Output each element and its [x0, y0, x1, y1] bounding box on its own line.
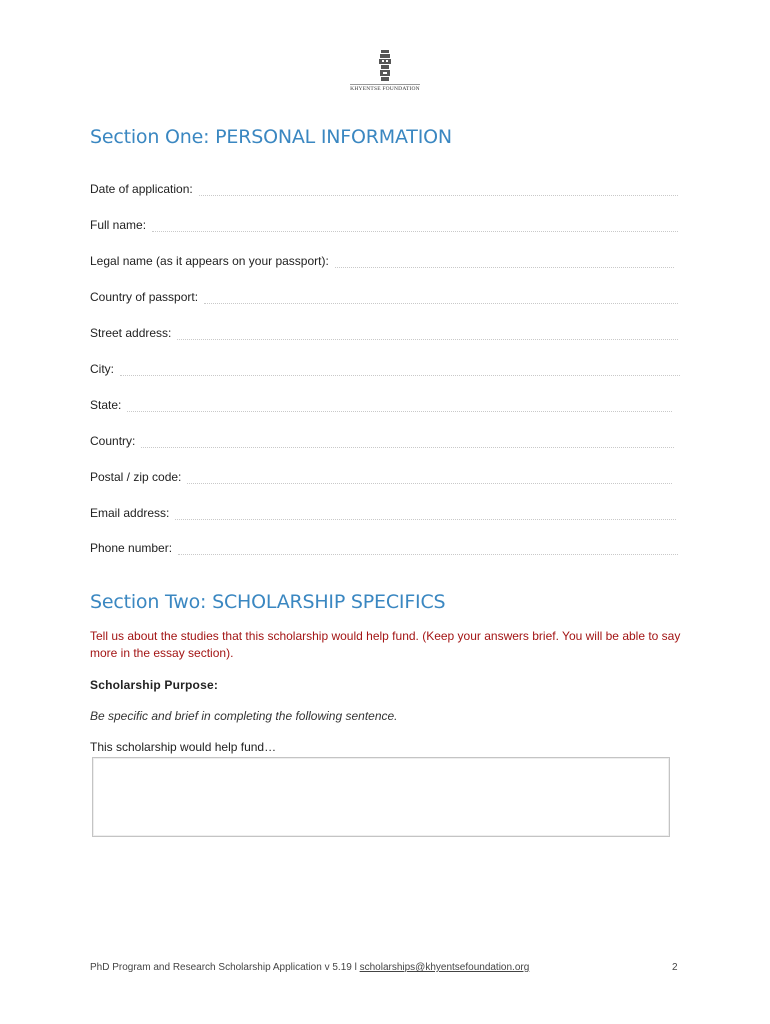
- legal-name-input[interactable]: [335, 256, 674, 268]
- help-fund-label: This scholarship would help fund…: [90, 740, 277, 754]
- full-name-input[interactable]: [152, 220, 678, 232]
- field-label: Date of application:: [90, 182, 193, 196]
- footer: [90, 962, 529, 973]
- page-number: 2: [672, 962, 678, 973]
- state-input[interactable]: [127, 400, 672, 412]
- logo-text: KHYENTSE FOUNDATION: [350, 86, 420, 92]
- full-name-field: [90, 218, 678, 232]
- logo-divider: [350, 84, 420, 85]
- field-label: State:: [90, 398, 122, 412]
- street-address-field: [90, 326, 678, 340]
- city-input[interactable]: [120, 364, 680, 376]
- field-label: City:: [90, 362, 114, 376]
- field-label: Street address:: [90, 326, 172, 340]
- street-address-input[interactable]: [177, 328, 678, 340]
- section-two-intro: Tell us about the studies that this scholarship would help fund. (Keep your answers brief. You will be able to say more in the essay section).: [90, 629, 681, 660]
- city-field: [90, 362, 680, 376]
- legal-name-field: [90, 254, 674, 268]
- field-label: Email address:: [90, 506, 170, 520]
- field-label: Legal name (as it appears on your passport):: [90, 254, 329, 268]
- postal-code-input[interactable]: [187, 472, 672, 484]
- country-of-passport-input[interactable]: [204, 292, 678, 304]
- footer-email-link[interactable]: scholarships@khyentsefoundation.org: [359, 962, 530, 973]
- field-label: Postal / zip code:: [90, 470, 182, 484]
- country-field: [90, 434, 674, 448]
- scholarship-purpose-label: Scholarship Purpose:: [90, 678, 219, 692]
- section-one-title: Section One: PERSONAL INFORMATION: [90, 126, 452, 148]
- email-address-input[interactable]: [175, 508, 676, 520]
- state-field: [90, 398, 672, 412]
- postal-code-field: [90, 470, 672, 484]
- footer-text: PhD Program and Research Scholarship Application v 5.19 l: [90, 962, 360, 973]
- field-label: Full name:: [90, 218, 147, 232]
- date-of-application-field: [90, 182, 678, 196]
- email-address-field: [90, 506, 676, 520]
- country-of-passport-field: [90, 290, 678, 304]
- date-of-application-input[interactable]: [199, 184, 678, 196]
- field-label: Phone number:: [90, 541, 173, 555]
- scholarship-fund-answer-box[interactable]: [92, 757, 670, 837]
- field-label: Country of passport:: [90, 290, 199, 304]
- field-label: Country:: [90, 434, 136, 448]
- phone-number-field: [90, 541, 678, 555]
- section-two-title: Section Two: SCHOLARSHIP SPECIFICS: [90, 591, 446, 613]
- country-input[interactable]: [141, 436, 674, 448]
- phone-number-input[interactable]: [178, 543, 678, 555]
- completion-hint: Be specific and brief in completing the following sentence.: [90, 709, 398, 723]
